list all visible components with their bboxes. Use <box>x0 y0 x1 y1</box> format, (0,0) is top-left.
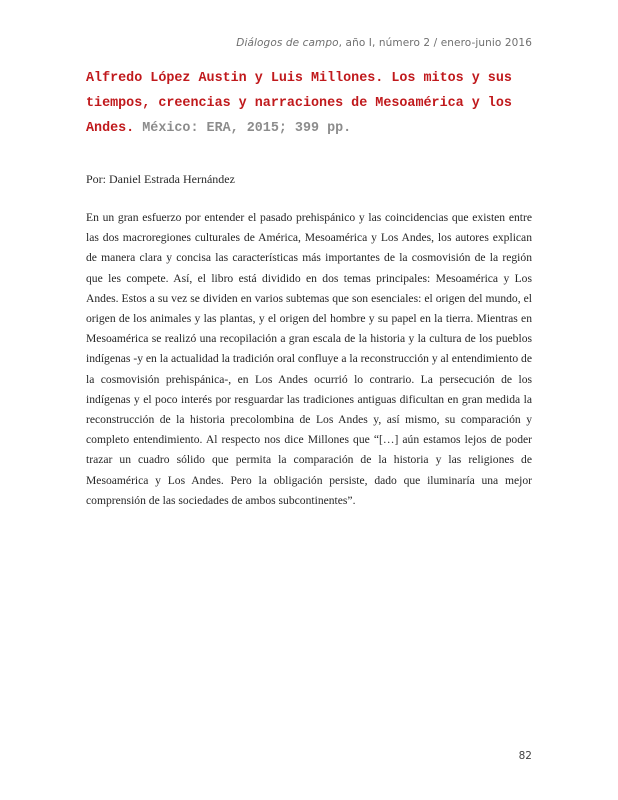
journal-name: Diálogos de campo <box>236 37 339 49</box>
book-title: Alfredo López Austin y Luis Millones. Los mitos y sus tiempos, creencias y narraciones de Mesoamérica y los Andes. <box>86 71 512 136</box>
issue-info: , año I, número 2 / enero-junio 2016 <box>338 37 532 49</box>
review-title <box>86 66 546 141</box>
body-paragraph: En un gran esfuerzo por entender el pasado prehispánico y las coincidencias que existen entre las dos macroregiones culturales de América, Mesoamérica y Los Andes, los autores explican de manera clara y concisa las características más importantes de la cosmovisión de la región que les compete. Así, el libro está dividido en dos temas principales: Mesoamérica y Los Andes. Estos a su vez se dividen en varios subtemas que son esenciales: el origen del mundo, el origen de los animales y las plantas, y el origen del hombre y su papel en la tierra. Mientras en Mesoamérica se realizó una recopilación a gran escala de la historia y la cultura de los pueblos indígenas -y en la actualidad la tradición oral confluye a la reconstrucción y al entendimiento de la cosmovisión prehispánica-, en Los Andes ocurrió lo contrario. La persecución de los indígenas y el poco interés por resguardar las tradiciones antiguas dificultan en gran medida la reconstrucción de la historia precolombina de Los Andes y, así mismo, su comparación y completo entendimiento. Al respecto nos dice Millones que “[…] aún estamos lejos de poder trazar un cuadro sólido que permita la comparación de la historia y las religiones de Mesoamérica y Los Andes. Pero la obligación persiste, dado que iluminaría una mejor comprensión de las sociedades de ambos subcontinentes”. <box>86 211 532 507</box>
page-number: 82 <box>518 750 532 762</box>
publication-info: México: ERA, 2015; 399 pp. <box>134 121 352 136</box>
byline: Por: Daniel Estrada Hernández <box>86 172 235 186</box>
running-header <box>236 37 532 49</box>
